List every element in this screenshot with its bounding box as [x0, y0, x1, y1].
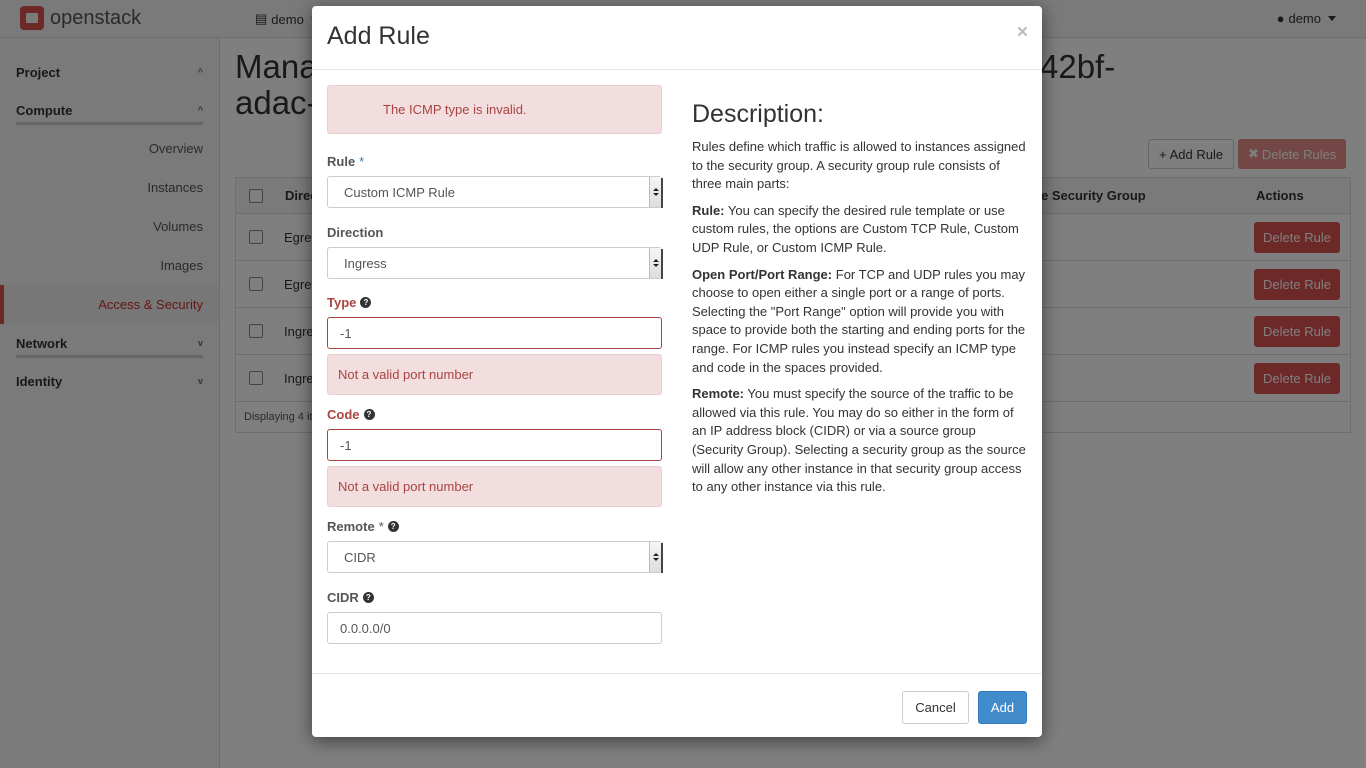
- select-arrows-icon: [649, 248, 661, 278]
- remote-select[interactable]: [327, 541, 662, 573]
- description-port-heading: Open Port/Port Range:: [692, 266, 833, 282]
- code-label: [327, 407, 662, 422]
- add-rule-modal: [312, 6, 1042, 737]
- description-remote-text: You must specify the source of the traffic to be allowed via this rule. You may do so either in the form of an IP address block (CIDR) or via a source group (Security Group). Selecting a security group as the source will allow any other instance in that security group access to any other instance via this rule.: [692, 386, 1026, 495]
- type-error-message: Not a valid port number: [327, 354, 662, 395]
- rule-select[interactable]: [327, 176, 662, 208]
- select-arrows-icon: [649, 542, 661, 572]
- direction-label: Direction: [327, 225, 384, 240]
- close-icon[interactable]: ×: [1016, 22, 1028, 43]
- code-label-text: Code: [327, 407, 360, 422]
- modal-body: [312, 70, 1042, 673]
- description-title: Description:: [692, 100, 824, 128]
- description-intro: Rules define which traffic is allowed to instances assigned to the security group. A security group rule consists of three main parts:: [692, 139, 1026, 192]
- rule-select-value: Custom ICMP Rule: [344, 184, 456, 200]
- modal-header: [312, 6, 1042, 70]
- description-rule-heading: Rule:: [692, 202, 725, 218]
- description-remote: [692, 385, 1029, 497]
- type-label: [327, 295, 662, 310]
- help-icon[interactable]: ?: [388, 521, 399, 532]
- description-rule: [692, 202, 1029, 258]
- modal-footer: [312, 673, 1042, 737]
- type-input[interactable]: -1: [327, 317, 662, 349]
- cidr-label: [327, 590, 662, 605]
- description-rule-text: You can specify the desired rule template or use custom rules, the options are Custom TCP Rule, Custom UDP Rule, or Custom ICMP Rule.: [692, 202, 1019, 255]
- cidr-label-text: CIDR: [327, 590, 359, 605]
- help-icon[interactable]: ?: [360, 297, 371, 308]
- description-panel: [692, 100, 1029, 505]
- modal-title: Add Rule: [327, 22, 430, 50]
- cancel-button[interactable]: Cancel: [902, 691, 969, 724]
- code-input[interactable]: -1: [327, 429, 662, 461]
- direction-select-value: Ingress: [344, 255, 387, 271]
- description-port-text: For TCP and UDP rules you may choose to open either a single port or a range of ports. Selecting the "Port Range" option will provide you with space to provide both the starting and ending ports for the range. For ICMP rules you instead specify an ICMP type and code in the spaces provided.: [692, 266, 1026, 375]
- remote-label: [327, 519, 662, 534]
- description-remote-heading: Remote:: [692, 386, 745, 402]
- description-port: [692, 266, 1029, 378]
- cidr-input[interactable]: 0.0.0.0/0: [327, 612, 662, 644]
- rule-form: [327, 85, 662, 644]
- remote-select-value: CIDR: [344, 549, 376, 565]
- rule-label: [327, 154, 662, 169]
- error-alert: The ICMP type is invalid.: [327, 85, 662, 134]
- select-arrows-icon: [649, 177, 661, 207]
- direction-select[interactable]: [327, 247, 662, 279]
- required-asterisk: *: [378, 519, 384, 534]
- help-icon[interactable]: ?: [364, 409, 375, 420]
- required-asterisk: *: [359, 154, 365, 169]
- type-label-text: Type: [327, 295, 357, 310]
- code-error-message: Not a valid port number: [327, 466, 662, 507]
- rule-label-text: Rule: [327, 154, 356, 169]
- add-button[interactable]: Add: [978, 691, 1027, 724]
- remote-label-text: Remote: [327, 519, 375, 534]
- help-icon[interactable]: ?: [363, 592, 374, 603]
